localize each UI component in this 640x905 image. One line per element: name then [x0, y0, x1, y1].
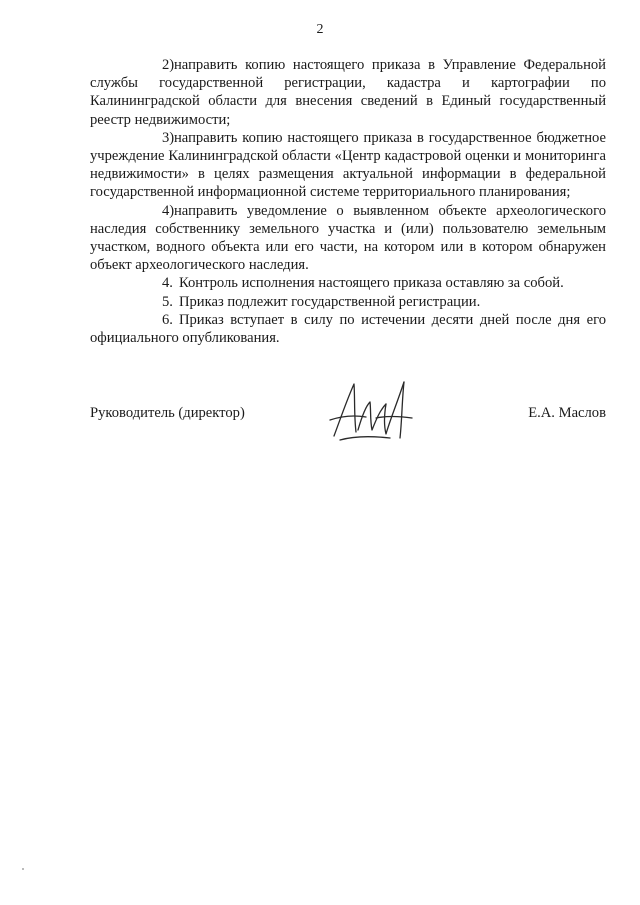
list-item [90, 202, 606, 275]
signatory-name: Е.А. Маслов [528, 405, 606, 421]
signatory-position: Руководитель (директор) [90, 405, 245, 421]
item-text: направить уведомление о выявленном объекте археологического наследия собственнику земельного участка и (или) пользователю земельным участком, водного объекта или его части, на котором или в котором обнаружен объект археологического наследия. [90, 202, 606, 274]
list-item [90, 56, 606, 129]
scan-speck [22, 868, 24, 870]
item-marker: 2) [162, 57, 175, 73]
list-item [90, 129, 606, 202]
list-item [90, 311, 606, 347]
item-marker: 4. [162, 275, 173, 292]
handwritten-signature-icon [320, 376, 420, 448]
item-text: направить копию настоящего приказа в государственное бюджетное учреждение Калининградской области «Центр кадастровой оценки и мониторинга недвижимости» в целях размещения актуальной информации в федеральной государственной информационной системе территориального планирования; [90, 129, 606, 201]
list-item [90, 274, 606, 292]
item-marker: 3) [162, 129, 175, 146]
list-item [90, 293, 606, 311]
item-text: Приказ вступает в силу по истечении десяти дней после дня его официального опубликования. [90, 311, 606, 347]
item-marker: 5. [162, 293, 173, 310]
item-text: направить копию настоящего приказа в Управление Федеральной службы государственной регистрации, кадастра и картографии по Калининградской области для внесения сведений в Единый государственный реестр недвижимости; [90, 57, 606, 128]
item-text: Контроль исполнения настоящего приказа оставляю за собой. [178, 275, 564, 292]
item-marker: 4) [162, 202, 175, 219]
item-text: Приказ подлежит государственной регистрации. [178, 293, 481, 310]
item-marker: 6. [162, 311, 173, 328]
page-number: 2 [316, 22, 324, 37]
signature-block [90, 402, 606, 432]
document-body [90, 56, 606, 347]
